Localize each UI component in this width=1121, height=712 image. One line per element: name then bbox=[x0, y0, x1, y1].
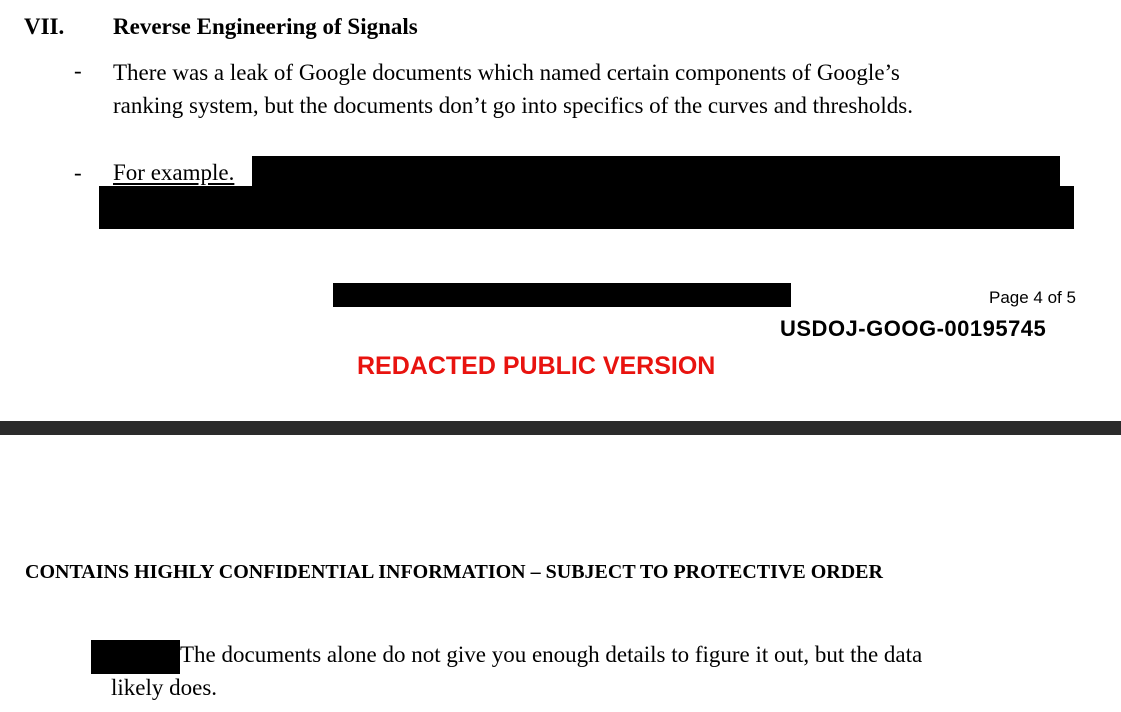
redaction-box bbox=[252, 156, 1060, 190]
continuation-line-1: The documents alone do not give you enough details to figure it out, but the data bbox=[180, 642, 923, 667]
confidential-header: CONTAINS HIGHLY CONFIDENTIAL INFORMATION – SUBJECT TO PROTECTIVE ORDER bbox=[25, 561, 883, 583]
redaction-box bbox=[333, 283, 791, 307]
bullet-marker: - bbox=[74, 58, 82, 83]
section-number: VII. bbox=[24, 14, 65, 39]
redaction-box bbox=[91, 640, 180, 674]
redacted-public-version-stamp: REDACTED PUBLIC VERSION bbox=[357, 352, 716, 380]
redaction-box bbox=[99, 186, 1074, 229]
bates-number: USDOJ-GOOG-00195745 bbox=[780, 316, 1047, 341]
section-title: Reverse Engineering of Signals bbox=[113, 14, 418, 39]
bullet-1-line-1: There was a leak of Google documents which named certain components of Google’s bbox=[113, 60, 900, 85]
page-number: Page 4 of 5 bbox=[989, 288, 1076, 307]
continuation-line-2: likely does. bbox=[111, 675, 218, 700]
page-divider bbox=[0, 421, 1121, 435]
bullet-1-line-2: ranking system, but the documents don’t go into specifics of the curves and thresholds. bbox=[113, 93, 913, 118]
bullet-marker: - bbox=[74, 160, 82, 185]
bullet-2-lead-text: For example. bbox=[113, 160, 235, 185]
